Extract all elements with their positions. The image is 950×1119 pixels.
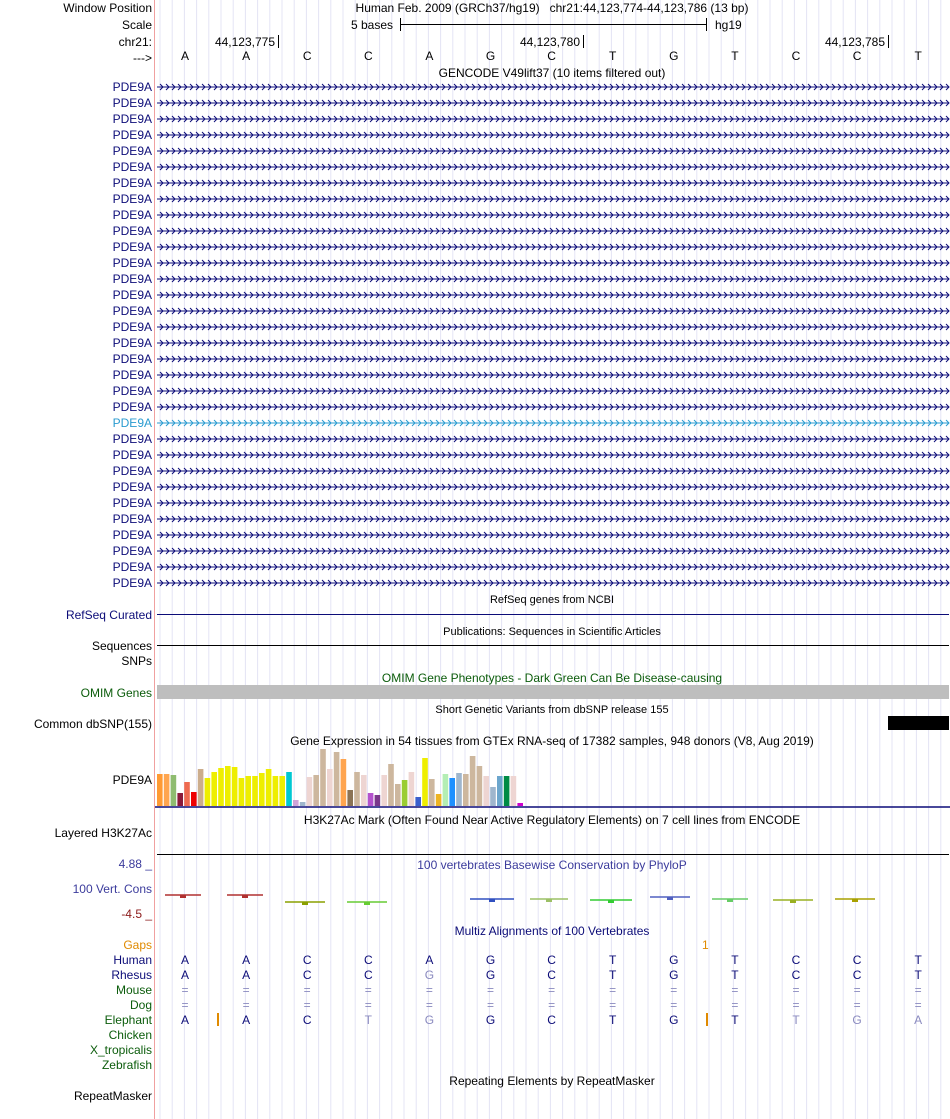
aligned-base: = bbox=[303, 983, 311, 997]
aligned-base: = bbox=[364, 983, 372, 997]
dbsnp-variant-block[interactable] bbox=[888, 716, 949, 730]
aligned-base: = bbox=[914, 983, 922, 997]
omim-gene-bar[interactable] bbox=[157, 685, 949, 699]
gtex-bar-chart[interactable] bbox=[155, 745, 950, 809]
aligned-base: G bbox=[424, 968, 435, 982]
omim-label[interactable]: OMIM Genes bbox=[80, 686, 152, 700]
reference-base: A bbox=[242, 49, 251, 63]
aligned-base: T bbox=[731, 968, 739, 982]
multiz-gap-marker: 1 bbox=[702, 938, 709, 952]
gtex-tissue-bar[interactable] bbox=[415, 797, 421, 806]
assembly-label: hg19 bbox=[715, 18, 742, 32]
reference-base: T bbox=[609, 49, 617, 63]
gencode-transcript[interactable] bbox=[157, 532, 949, 538]
aligned-base: A bbox=[180, 1013, 190, 1027]
gtex-tissue-bar[interactable] bbox=[341, 759, 347, 806]
gencode-transcript-label[interactable]: PDE9A bbox=[112, 576, 152, 590]
aligned-base: C bbox=[302, 953, 312, 967]
gencode-transcript-label[interactable]: PDE9A bbox=[112, 336, 152, 350]
gencode-transcript[interactable] bbox=[157, 516, 949, 522]
gtex-tissue-bar[interactable] bbox=[245, 776, 251, 806]
gencode-transcript[interactable] bbox=[157, 420, 949, 426]
gencode-transcript-label[interactable]: PDE9A bbox=[112, 512, 152, 526]
aligned-base: A bbox=[425, 953, 434, 967]
dbsnp-track-title: Short Genetic Variants from dbSNP release 155 bbox=[435, 704, 669, 716]
gtex-tissue-bar[interactable] bbox=[218, 768, 224, 806]
aligned-base: C bbox=[363, 953, 373, 967]
aligned-base: = bbox=[609, 983, 617, 997]
aligned-base: = bbox=[425, 983, 433, 997]
reference-base: G bbox=[669, 49, 679, 63]
phylop-track-title: 100 vertebrates Basewise Conservation by PhyloP bbox=[417, 858, 687, 872]
phylop-score-segment[interactable] bbox=[347, 902, 387, 905]
gtex-tissue-bar[interactable] bbox=[279, 776, 285, 806]
phylop-score-segment[interactable] bbox=[773, 900, 813, 903]
gtex-tissue-bar[interactable] bbox=[232, 767, 238, 806]
aligned-base: G bbox=[485, 953, 496, 967]
repeatmasker-label[interactable]: RepeatMasker bbox=[73, 1089, 152, 1103]
gtex-tissue-bar[interactable] bbox=[422, 758, 428, 806]
gencode-transcript-label[interactable]: PDE9A bbox=[112, 256, 152, 270]
gtex-tissue-bar[interactable] bbox=[327, 769, 333, 806]
gencode-transcript[interactable] bbox=[157, 292, 949, 298]
aligned-base: T bbox=[792, 1013, 800, 1027]
gencode-transcript[interactable] bbox=[157, 228, 949, 234]
aligned-base: = bbox=[425, 998, 433, 1012]
ruler-tick-label: 44,123,775 bbox=[214, 35, 275, 49]
publications-label-sequences[interactable]: Sequences bbox=[91, 639, 152, 653]
gtex-tissue-bar[interactable] bbox=[293, 800, 299, 806]
aligned-base: = bbox=[914, 998, 922, 1012]
reference-base: C bbox=[302, 49, 312, 63]
gtex-tissue-bar[interactable] bbox=[225, 766, 231, 806]
gtex-tissue-bar[interactable] bbox=[347, 790, 353, 806]
phylop-score-segment[interactable] bbox=[227, 895, 263, 898]
gtex-tissue-bar[interactable] bbox=[477, 766, 483, 806]
phylop-score-segment[interactable] bbox=[285, 902, 325, 905]
aligned-base: T bbox=[609, 968, 617, 982]
gtex-tissue-bar[interactable] bbox=[504, 776, 510, 806]
gtex-tissue-bar[interactable] bbox=[490, 787, 496, 806]
phylop-label[interactable]: 100 Vert. Cons bbox=[72, 882, 152, 896]
aligned-base: = bbox=[486, 998, 495, 1012]
gtex-tissue-bar[interactable] bbox=[463, 774, 469, 806]
gencode-transcript-label[interactable]: PDE9A bbox=[112, 384, 152, 398]
h3k27ac-label[interactable]: Layered H3K27Ac bbox=[54, 826, 152, 840]
gencode-transcript-label[interactable]: PDE9A bbox=[112, 128, 152, 142]
gencode-transcript[interactable] bbox=[157, 196, 949, 202]
phylop-score-segment[interactable] bbox=[712, 899, 748, 902]
refseq-label[interactable]: RefSeq Curated bbox=[65, 608, 152, 622]
omim-track-title: OMIM Gene Phenotypes - Dark Green Can Be Disease-causing bbox=[381, 671, 723, 685]
gencode-transcript[interactable] bbox=[157, 340, 949, 346]
gtex-tissue-bar[interactable] bbox=[334, 752, 340, 806]
gtex-tissue-bar[interactable] bbox=[259, 773, 265, 806]
gtex-tissue-bar[interactable] bbox=[409, 772, 415, 806]
phylop-min-label: -4.5 _ bbox=[121, 907, 152, 921]
gencode-transcript[interactable] bbox=[157, 388, 949, 394]
gencode-transcript-label[interactable]: PDE9A bbox=[112, 400, 152, 414]
gencode-transcript-label[interactable]: PDE9A bbox=[112, 240, 152, 254]
aligned-base: = bbox=[731, 998, 739, 1012]
aligned-base: A bbox=[914, 1013, 923, 1027]
aligned-base: = bbox=[486, 983, 495, 997]
aligned-base: C bbox=[791, 953, 801, 967]
gtex-tissue-bar[interactable] bbox=[157, 774, 163, 806]
refseq-track-title: RefSeq genes from NCBI bbox=[489, 594, 615, 606]
gencode-transcript-label[interactable]: PDE9A bbox=[112, 480, 152, 494]
gencode-transcript[interactable] bbox=[157, 100, 949, 106]
aligned-base: = bbox=[548, 998, 556, 1012]
insertion-marker bbox=[217, 1013, 219, 1026]
window-position-text[interactable]: Human Feb. 2009 (GRCh37/hg19) chr21:44,123,774-44,123,786 (13 bp) bbox=[355, 1, 749, 15]
gencode-transcript-label[interactable]: PDE9A bbox=[112, 368, 152, 382]
publications-sequence-line[interactable] bbox=[157, 645, 949, 646]
strand-label: ---> bbox=[133, 51, 152, 65]
gencode-transcript-label[interactable]: PDE9A bbox=[112, 288, 152, 302]
gencode-transcript[interactable] bbox=[157, 372, 949, 378]
species-label[interactable]: Human bbox=[113, 953, 152, 967]
gtex-tissue-bar[interactable] bbox=[198, 769, 204, 806]
gencode-transcript-label[interactable]: PDE9A bbox=[112, 160, 152, 174]
aligned-base: = bbox=[853, 998, 861, 1012]
aligned-base: T bbox=[731, 1013, 739, 1027]
multiz-gaps-label: Gaps bbox=[123, 938, 152, 952]
gtex-tissue-bar[interactable] bbox=[381, 775, 387, 806]
gtex-tissue-bar[interactable] bbox=[436, 794, 442, 806]
phylop-wiggle[interactable] bbox=[155, 888, 950, 916]
aligned-base: T bbox=[609, 953, 617, 967]
h3k27ac-baseline bbox=[157, 854, 949, 855]
phylop-score-segment[interactable] bbox=[590, 900, 632, 903]
reference-base: T bbox=[731, 49, 739, 63]
insertion-marker bbox=[706, 1013, 708, 1026]
gencode-transcript[interactable] bbox=[157, 244, 949, 250]
species-label[interactable]: Rhesus bbox=[111, 968, 152, 982]
species-label[interactable]: X_tropicalis bbox=[89, 1043, 152, 1057]
aligned-base: T bbox=[914, 968, 922, 982]
gencode-transcript[interactable] bbox=[157, 212, 949, 218]
reference-base: C bbox=[363, 49, 373, 63]
gencode-transcript[interactable] bbox=[157, 452, 949, 458]
gencode-transcript-label[interactable]: PDE9A bbox=[112, 80, 152, 94]
reference-base: A bbox=[180, 49, 190, 63]
species-label[interactable]: Mouse bbox=[115, 983, 152, 997]
reference-base: A bbox=[425, 49, 434, 63]
refseq-gene-line[interactable] bbox=[157, 614, 949, 615]
aligned-base: G bbox=[485, 1013, 496, 1027]
aligned-base: A bbox=[242, 1013, 251, 1027]
aligned-base: A bbox=[242, 953, 251, 967]
gtex-tissue-bar[interactable] bbox=[511, 776, 517, 806]
aligned-base: T bbox=[609, 1013, 617, 1027]
phylop-score-segment[interactable] bbox=[165, 895, 201, 898]
aligned-base: A bbox=[180, 953, 190, 967]
gencode-transcript[interactable] bbox=[157, 468, 949, 474]
phylop-score-segment[interactable] bbox=[650, 897, 690, 900]
gencode-transcript[interactable] bbox=[157, 84, 949, 90]
aligned-base: = bbox=[792, 998, 800, 1012]
gtex-tissue-bar[interactable] bbox=[191, 792, 197, 806]
gencode-transcript-label[interactable]: PDE9A bbox=[112, 464, 152, 478]
phylop-max-label: 4.88 _ bbox=[118, 857, 152, 871]
reference-base: T bbox=[914, 49, 922, 63]
gencode-transcript[interactable] bbox=[157, 308, 949, 314]
gencode-transcript-label[interactable]: PDE9A bbox=[112, 416, 152, 430]
aligned-base: = bbox=[303, 998, 311, 1012]
gtex-tissue-bar[interactable] bbox=[286, 772, 292, 806]
aligned-base: G bbox=[852, 1013, 862, 1027]
gtex-tissue-bar[interactable] bbox=[164, 774, 170, 806]
gencode-transcript-label[interactable]: PDE9A bbox=[112, 560, 152, 574]
publications-label-snps[interactable]: SNPs bbox=[121, 654, 152, 668]
gtex-tissue-bar[interactable] bbox=[184, 782, 190, 806]
phylop-score-segment[interactable] bbox=[530, 899, 568, 902]
species-label[interactable]: Elephant bbox=[104, 1013, 152, 1027]
gencode-transcript-label[interactable]: PDE9A bbox=[112, 320, 152, 334]
gencode-transcript-label[interactable]: PDE9A bbox=[112, 528, 152, 542]
gencode-transcript-label[interactable]: PDE9A bbox=[112, 272, 152, 286]
gtex-tissue-bar[interactable] bbox=[497, 776, 503, 806]
gencode-transcript[interactable] bbox=[157, 404, 949, 410]
aligned-base: G bbox=[669, 953, 679, 967]
reference-base: C bbox=[791, 49, 801, 63]
gtex-tissue-bar[interactable] bbox=[252, 776, 258, 806]
gencode-transcript-label[interactable]: PDE9A bbox=[112, 496, 152, 510]
gtex-tissue-bar[interactable] bbox=[429, 779, 435, 806]
gtex-tissue-bar[interactable] bbox=[266, 769, 272, 806]
aligned-base: A bbox=[180, 968, 190, 982]
gtex-tissue-bar[interactable] bbox=[177, 793, 183, 806]
h3k27ac-track-title: H3K27Ac Mark (Often Found Near Active Regulatory Elements) on 7 cell lines from ENCODE bbox=[303, 813, 801, 827]
aligned-base: = bbox=[242, 983, 250, 997]
aligned-base: = bbox=[731, 983, 739, 997]
aligned-base: C bbox=[547, 1013, 556, 1027]
aligned-base: C bbox=[547, 968, 556, 982]
gtex-tissue-bar[interactable] bbox=[273, 776, 279, 806]
gtex-tissue-bar[interactable] bbox=[517, 803, 523, 806]
aligned-base: C bbox=[852, 953, 862, 967]
aligned-base: T bbox=[914, 953, 922, 967]
aligned-base: G bbox=[424, 1013, 435, 1027]
aligned-base: G bbox=[485, 968, 496, 982]
gencode-transcript-label[interactable]: PDE9A bbox=[112, 144, 152, 158]
gencode-transcript[interactable] bbox=[157, 436, 949, 442]
gtex-tissue-bar[interactable] bbox=[483, 776, 489, 806]
gtex-track-title: Gene Expression in 54 tissues from GTEx RNA-seq of 17382 samples, 948 donors (V8, Aug 2019) bbox=[290, 734, 814, 748]
aligned-base: = bbox=[364, 998, 372, 1012]
gtex-tissue-bar[interactable] bbox=[320, 749, 326, 806]
gencode-transcript[interactable] bbox=[157, 580, 949, 586]
gtex-tissue-bar[interactable] bbox=[313, 775, 319, 806]
aligned-base: C bbox=[791, 968, 801, 982]
dbsnp-label[interactable]: Common dbSNP(155) bbox=[33, 717, 152, 731]
publications-track-title: Publications: Sequences in Scientific Articles bbox=[443, 626, 661, 638]
gencode-transcript-label[interactable]: PDE9A bbox=[112, 304, 152, 318]
reference-base: G bbox=[485, 49, 496, 63]
gencode-transcript-label[interactable]: PDE9A bbox=[112, 448, 152, 462]
aligned-base: C bbox=[302, 1013, 312, 1027]
gtex-gene-label[interactable]: PDE9A bbox=[112, 773, 152, 787]
gencode-transcript[interactable] bbox=[157, 164, 949, 170]
gencode-transcript[interactable] bbox=[157, 324, 949, 330]
gtex-tissue-bar[interactable] bbox=[395, 784, 401, 806]
gtex-tissue-bar[interactable] bbox=[375, 795, 381, 806]
gtex-tissue-bar[interactable] bbox=[368, 793, 374, 806]
gtex-tissue-bar[interactable] bbox=[443, 774, 449, 806]
gencode-transcript-label[interactable]: PDE9A bbox=[112, 208, 152, 222]
repeatmasker-track-title: Repeating Elements by RepeatMasker bbox=[449, 1074, 655, 1088]
aligned-base: = bbox=[609, 998, 617, 1012]
gencode-transcript-label[interactable]: PDE9A bbox=[112, 544, 152, 558]
phylop-score-segment[interactable] bbox=[470, 899, 514, 902]
species-label[interactable]: Zebrafish bbox=[101, 1058, 152, 1072]
gencode-transcript[interactable] bbox=[157, 484, 949, 490]
gencode-transcript[interactable] bbox=[157, 564, 949, 570]
gtex-tissue-bar[interactable] bbox=[171, 775, 177, 806]
gtex-tissue-bar[interactable] bbox=[300, 802, 306, 806]
gencode-transcript[interactable] bbox=[157, 500, 949, 506]
gtex-tissue-bar[interactable] bbox=[402, 780, 408, 806]
aligned-base: = bbox=[670, 998, 678, 1012]
aligned-base: = bbox=[792, 983, 800, 997]
ruler-tick-label: 44,123,780 bbox=[519, 35, 580, 49]
gtex-tissue-bar[interactable] bbox=[449, 778, 455, 806]
aligned-base: C bbox=[547, 953, 556, 967]
aligned-base: C bbox=[363, 968, 373, 982]
gtex-tissue-bar[interactable] bbox=[307, 777, 313, 806]
aligned-base: C bbox=[852, 968, 862, 982]
gtex-tissue-bar[interactable] bbox=[456, 773, 462, 806]
gencode-transcript-label[interactable]: PDE9A bbox=[112, 176, 152, 190]
gencode-track-title: GENCODE V49lift37 (10 items filtered out) bbox=[438, 66, 666, 80]
gencode-transcript-label[interactable]: PDE9A bbox=[112, 432, 152, 446]
scale-label: Scale bbox=[121, 18, 152, 32]
gtex-tissue-bar[interactable] bbox=[361, 775, 367, 806]
gtex-tissue-bar[interactable] bbox=[205, 778, 211, 806]
aligned-base: C bbox=[302, 968, 312, 982]
gtex-tissue-bar[interactable] bbox=[354, 772, 360, 806]
gtex-tissue-bar[interactable] bbox=[211, 772, 217, 806]
aligned-base: G bbox=[669, 1013, 679, 1027]
gtex-tissue-bar[interactable] bbox=[239, 778, 245, 806]
aligned-base: T bbox=[731, 953, 739, 967]
aligned-base: = bbox=[548, 983, 556, 997]
aligned-base: A bbox=[242, 968, 251, 982]
gencode-transcript-label[interactable]: PDE9A bbox=[112, 96, 152, 110]
gencode-transcript[interactable] bbox=[157, 180, 949, 186]
aligned-base: = bbox=[181, 983, 189, 997]
gencode-transcript[interactable] bbox=[157, 260, 949, 266]
window-position-label: Window Position bbox=[63, 1, 152, 15]
gencode-transcript-label[interactable]: PDE9A bbox=[112, 352, 152, 366]
gencode-transcript[interactable] bbox=[157, 132, 949, 138]
multiz-track-title: Multiz Alignments of 100 Vertebrates bbox=[454, 924, 650, 938]
aligned-base: G bbox=[669, 968, 679, 982]
gtex-tissue-bar[interactable] bbox=[470, 756, 476, 806]
gencode-transcript[interactable] bbox=[157, 356, 949, 362]
species-label[interactable]: Chicken bbox=[108, 1028, 152, 1042]
gencode-transcript-label[interactable]: PDE9A bbox=[112, 224, 152, 238]
aligned-base: = bbox=[853, 983, 861, 997]
gencode-transcript-label[interactable]: PDE9A bbox=[112, 112, 152, 126]
phylop-score-segment[interactable] bbox=[835, 899, 875, 902]
species-label[interactable]: Dog bbox=[129, 998, 152, 1012]
aligned-base: T bbox=[364, 1013, 372, 1027]
ruler-tick-label: 44,123,785 bbox=[824, 35, 885, 49]
reference-base: C bbox=[547, 49, 556, 63]
gtex-tissue-bar[interactable] bbox=[388, 764, 394, 806]
gencode-transcript[interactable] bbox=[157, 148, 949, 154]
gencode-transcript[interactable] bbox=[157, 116, 949, 122]
aligned-base: = bbox=[181, 998, 189, 1012]
gencode-transcript-label[interactable]: PDE9A bbox=[112, 192, 152, 206]
gencode-transcript[interactable] bbox=[157, 276, 949, 282]
chrom-label: chr21: bbox=[118, 35, 152, 49]
gencode-transcript[interactable] bbox=[157, 548, 949, 554]
reference-base: C bbox=[852, 49, 862, 63]
scale-text: 5 bases bbox=[351, 18, 394, 32]
aligned-base: = bbox=[242, 998, 250, 1012]
aligned-base: = bbox=[670, 983, 678, 997]
